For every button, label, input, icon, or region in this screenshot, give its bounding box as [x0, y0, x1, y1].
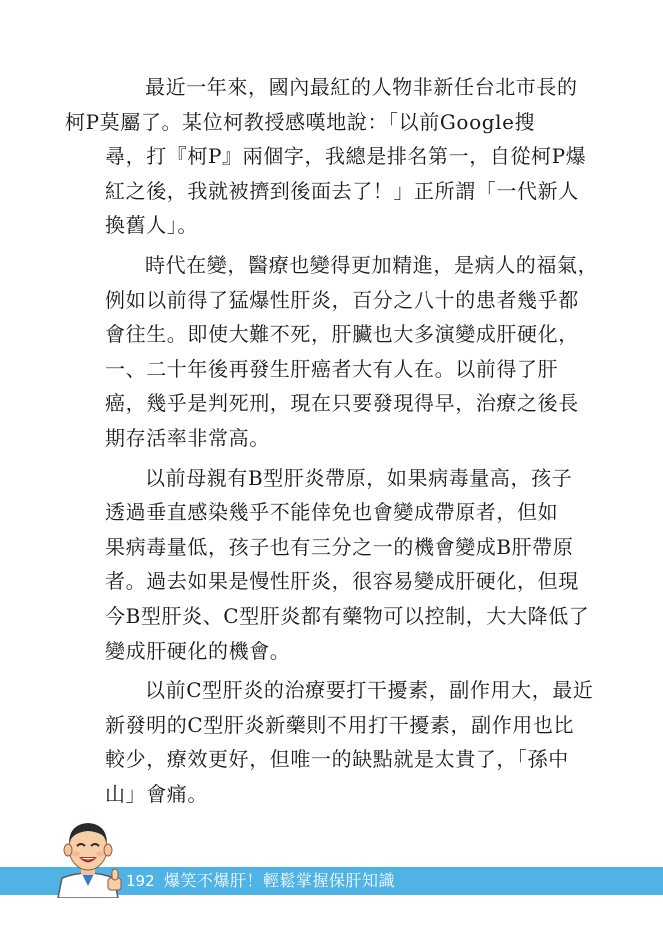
text-line: 以前C型肝炎的治療要打干擾素，副作用大，最近	[145, 678, 594, 703]
paragraph-2	[105, 248, 599, 456]
body-text	[65, 70, 599, 816]
text-line: 尋，打『柯P』兩個字，我總是排名第一，自從柯P爆	[105, 144, 587, 169]
page-number: 192	[126, 872, 155, 890]
paragraph-1	[65, 70, 587, 243]
text-line: 紅之後，我就被擠到後面去了！」正所謂「一代新人	[105, 178, 579, 203]
text-line: 例如以前得了猛爆性肝炎，百分之八十的患者幾乎都	[105, 287, 579, 312]
text-line: 變成肝硬化的機會。	[105, 638, 291, 663]
text-line: 較少，療效更好，但唯一的缺點就是太貴了，「孫中	[105, 747, 569, 772]
text-line: 今B型肝炎、C型肝炎都有藥物可以控制，大大降低了	[105, 603, 590, 628]
cartoon-doctor-thumbs-up-icon	[48, 812, 128, 898]
text-line: 透過垂直感染幾乎不能倖免也會變成帶原者，但如	[105, 500, 559, 525]
text-line: 最近一年來，國內最紅的人物非新任台北市長的	[145, 75, 578, 99]
text-line: 癌，幾乎是判死刑，現在只要發現得早，治療之後長	[105, 391, 579, 416]
text-line: 果病毒量低，孩子也有三分之一的機會變成B肝帶原	[105, 534, 574, 559]
text-line: 換舊人」。	[105, 213, 198, 238]
text-line: 一、二十年後再發生肝癌者大有人在。以前得了肝	[105, 356, 559, 381]
text-line: 新發明的C型肝炎新藥則不用打干擾素，副作用也比	[105, 712, 575, 737]
text-line: 期存活率非常高。	[105, 425, 270, 450]
text-line: 山」會痛。	[105, 781, 208, 806]
text-line: 柯P莫屬了。某位柯教授感嘆地說：「以前Google搜	[65, 109, 536, 134]
text-line: 會往生。即使大難不死，肝臟也大多演變成肝硬化，	[105, 322, 579, 347]
book-title: 爆笑不爆肝！輕鬆掌握保肝知識	[164, 871, 396, 890]
paragraph-4	[105, 673, 594, 811]
text-line: 者。過去如果是慢性肝炎，很容易變成肝硬化，但現	[105, 569, 579, 594]
text-line: 以前母親有B型肝炎帶原，如果病毒量高，孩子	[145, 465, 573, 490]
text-line: 時代在變，醫療也變得更加精進，是病人的福氣，	[145, 252, 599, 277]
paragraph-3	[105, 461, 590, 669]
